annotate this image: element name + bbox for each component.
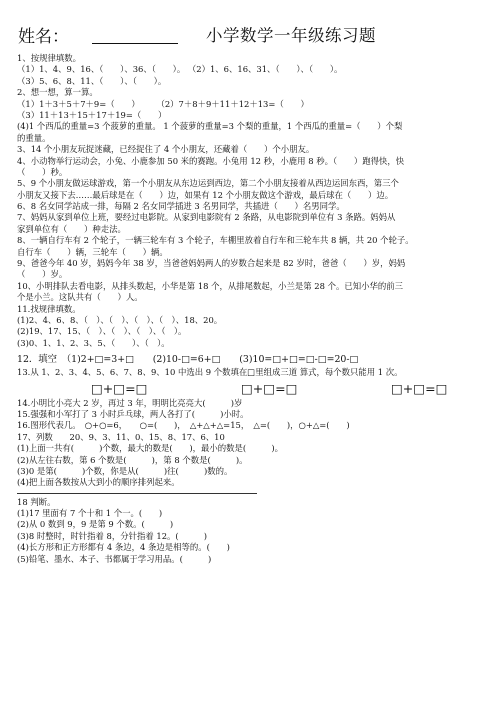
question-line: 18 判断。: [17, 496, 56, 507]
question-line: 10、小明排队去看电影，从排头数起，小华是第 18 个，从排尾数起，小兰是第 28 个。已知小华的前三: [17, 280, 403, 291]
question-line: 8、一辆自行车有 2 个轮子，一辆三轮车有 3 个轮子，车棚里放着自行车和三轮车共 8 辆，共 20 个轮子。: [17, 235, 414, 246]
question-line: 11.找规律填数。: [17, 303, 81, 314]
question-line: (2)19、17、15、（ ）、（ ）、（ ）、（ ）。: [17, 326, 187, 337]
question-line: (3)0、1、1、2、3、5、（ ）、（ ）。: [17, 337, 170, 348]
question-line: 3、14 个小朋友玩捉迷藏，已经捉住了 4 个小朋友，还藏着（ ）个小朋友。: [17, 144, 315, 155]
question-line: (3)8 时整时，时针指着 8，分针指着 12。( ): [17, 530, 208, 541]
question-line: 7、妈妈从家到单位上班，要经过电影院。从家到电影院有 2 条路，从电影院到单位有 3 条路。妈妈从: [17, 212, 396, 223]
question-line: 5、9 个小朋友做运球游戏，第一个小朋友从东边运到西边，第二个小朋友接着从西边运回东西，第三个: [17, 178, 399, 189]
question-line: (3)0 是第( )个数，你是从( )往( )数的。: [17, 465, 233, 476]
question-line: 15.强强和小军打了 3 小时乒乓球，两人各打了( )小时。: [17, 408, 249, 419]
question-line: 16.图形代表几。 ○+○=6， ○=( )， △+△+△=15， △=( )，○+△=( ): [17, 420, 350, 431]
question-13-line: 13.从 1、2、3、4、5、6、7、8、9、10 中选出 9 个数填在□里组成三道 算式，每个数只能用 1 次。: [17, 367, 403, 378]
question-line: 2、想一想，算一算。: [17, 87, 98, 98]
question-line: 4、小动物举行运动会，小兔、小鹿参加 50 米的赛跑。小兔用 12 秒，小鹿用 8 秒。（ ）跑得快，快: [17, 155, 405, 166]
worksheet-title: 小学数学一年级练习题: [206, 26, 376, 45]
question-line: 自行车（ ）辆，三轮车（ ）辆。: [17, 246, 168, 257]
question-line: (2)从左往右数，第 6 个数是( )，第 8 个数是( )。: [17, 454, 248, 465]
question-line: （1）1、4、9、16、（ ）、36、（ ）。 （2）1、6、16、31、（ ）、（ ）。: [17, 64, 343, 75]
question-line: （ ）岁。: [17, 269, 68, 280]
answer-blank-line: [17, 489, 257, 494]
box-equation: □+□=□: [391, 380, 448, 396]
question-line: （ ）秒。: [17, 166, 68, 177]
question-12-line: 12．填空 （1)2+□=3+□ (2)10-□=6+□ (3)10=□+□=□-□=20-□: [17, 354, 359, 366]
question-line: (1)上面一共有( )个数，最大的数是( )，最小的数是( )。: [17, 443, 283, 454]
question-line: 的重量。: [17, 132, 51, 143]
question-line: 1、按规律填数。: [17, 53, 81, 63]
question-line: 个是小兰。这队共有（ ）人。: [17, 292, 143, 303]
question-line: (4)长方形和正方形都有 4 条边，4 条边是相等的。( ): [17, 542, 230, 553]
question-line: (4)1 个西瓜的重量=3 个菠萝的重量。 1 个菠萝的重量=3 个梨的重量，1 个西瓜的重量=（ ）个梨: [17, 121, 403, 132]
question-line: （1）1＋3＋5＋7＋9=（ ） （2）7＋8＋9＋11＋12＋13=（ ）: [17, 98, 309, 109]
question-line: 9、爸爸今年 40 岁，妈妈今年 38 岁，当爸爸妈妈两人的岁数合起来是 82 岁时，爸爸（ ）岁，妈妈: [17, 258, 406, 269]
box-equation: □+□=□: [241, 380, 298, 396]
question-line: 6、8 名女同学站成一排，每隔 2 名女同学插进 3 名男同学，共插进（ ）名男同学。: [17, 201, 345, 212]
question-line: (5)铅笔、墨水、本子、书都属于学习用品。( ): [17, 553, 212, 564]
box-equations-row: [17, 379, 487, 398]
worksheet-content: [17, 53, 487, 565]
question-line: (4)把上面各数按从大到小的顺序排列起来。: [17, 477, 180, 488]
question-line: （3）11＋13＋15＋17＋19=（ ）: [17, 109, 167, 120]
question-line: (1)2、4、6、8、（ ）、（ ）、（ ）、（ ）、18、20。: [17, 314, 223, 325]
question-line: 14.小明比小亮大 2 岁，再过 3 年，明明比亮亮大( )岁: [17, 397, 243, 408]
question-line: （3）5、6、8、11、（ ）、（ ）。: [17, 75, 167, 86]
name-label: 姓名：: [18, 27, 69, 47]
worksheet-header: [18, 22, 488, 46]
question-line: (2)从 0 数到 9，9 是第 9 个数。( ): [17, 519, 174, 530]
question-line: 17、列数 20、9、3、11、0、15、8、17、6、10: [17, 431, 225, 442]
question-line: 家到单位有（ ）种走法。: [17, 223, 126, 234]
name-blank-line: [92, 43, 178, 44]
question-line: (1)17 里面有 7 个十和 1 个一。( ): [17, 508, 163, 519]
question-line: 小朋友又接下去……最后球是在（ ）边，如果有 12 个小朋友做这个游戏，最后球在（ ）边。: [17, 189, 394, 200]
box-equation: □+□=□: [91, 380, 148, 396]
